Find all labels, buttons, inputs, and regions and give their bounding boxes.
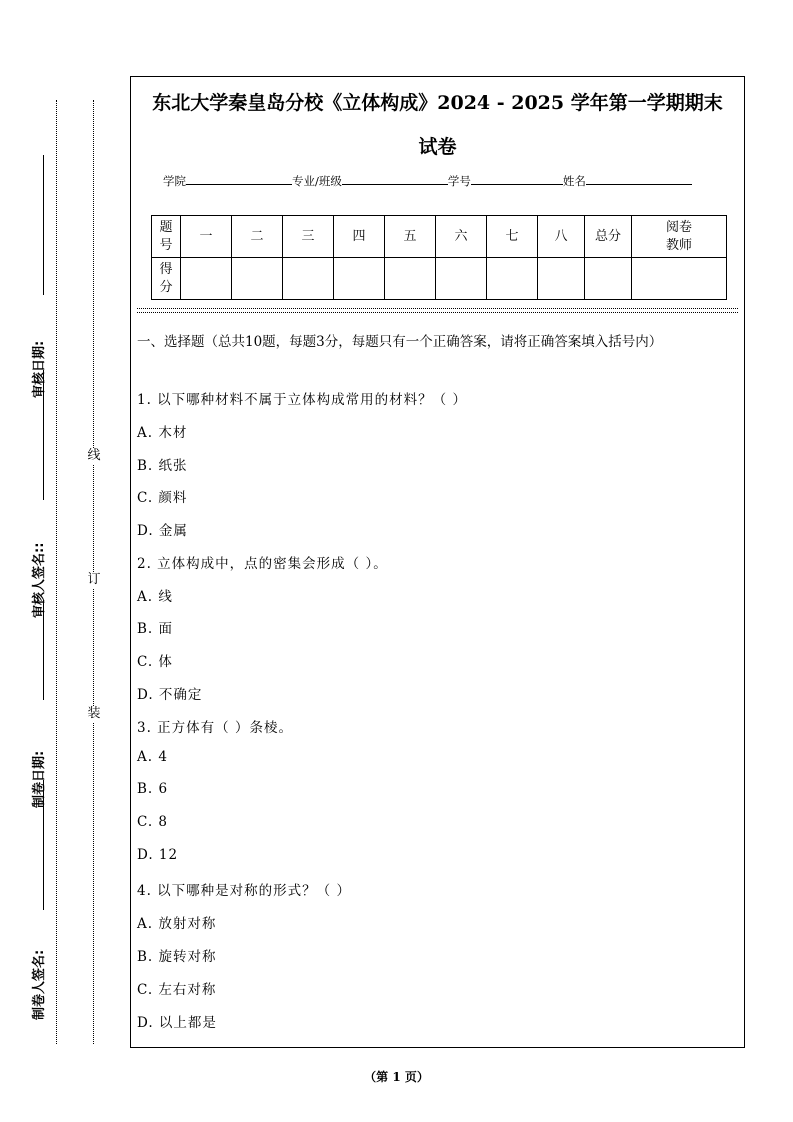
question-1-stem: 1. 以下哪种材料不属于立体构成常用的材料？（ ） [137,392,467,408]
college-label: 学院 [163,174,186,188]
binding-char-line: 线 [87,448,101,463]
score-cell[interactable] [283,258,334,300]
reviewer-signature-blank [43,370,44,500]
score-table [151,215,727,300]
major-label: 专业/班级 [292,174,342,188]
score-table-col-1: 一 [181,216,232,258]
question-4-option-b: B. 旋转对称 [137,949,217,965]
question-4-option-d: D. 以上都是 [137,1015,217,1031]
question-4-stem: 4. 以下哪种是对称的形式？（ ） [137,883,351,899]
score-table-head-question: 题 号 [152,216,181,258]
score-cell[interactable] [436,258,487,300]
score-cell[interactable] [385,258,436,300]
question-3-stem: 3. 正方体有（ ）条棱。 [137,720,293,736]
exam-title-line2: 试卷 [418,136,457,158]
score-table-col-6: 六 [436,216,487,258]
question-1-option-b: B. 纸张 [137,458,188,474]
question-2-option-d: D. 不确定 [137,687,203,703]
name-field[interactable] [586,172,692,185]
binding-char-staple: 订 [87,572,101,587]
reviewer-signature-label: 审核人签名:: [32,542,47,618]
score-table-head-score: 得 分 [152,258,181,300]
score-cell[interactable] [334,258,385,300]
score-cell[interactable] [487,258,538,300]
binding-char-bind: 装 [87,706,101,721]
score-table-col-3: 三 [283,216,334,258]
section-heading: 一、选择题（总共10题，每题3分，每题只有一个正确答案，请将正确答案填入括号内） [137,334,663,350]
question-3-option-b: B. 6 [137,781,169,797]
author-signature-blank [43,780,44,910]
score-table-col-7: 七 [487,216,538,258]
question-2-option-b: B. 面 [137,621,174,637]
question-4-option-a: A. 放射对称 [137,916,217,932]
question-1-option-a: A. 木材 [137,425,188,441]
score-cell[interactable] [538,258,585,300]
score-table-col-5: 五 [385,216,436,258]
question-3-option-c: C. 8 [137,814,169,830]
student-id-field[interactable] [471,172,563,185]
student-id-label: 学号 [447,174,471,188]
score-table-col-total: 总分 [585,216,632,258]
separator-dotted-2 [137,312,738,313]
binding-dotted-line-outer [56,100,57,1044]
page-number: （第 1 页） [364,1070,429,1084]
review-date-label: 审核日期: [32,340,47,398]
score-table-score-row [152,258,727,300]
score-cell[interactable] [585,258,632,300]
score-cell[interactable] [232,258,283,300]
score-table-col-grader: 阅卷 教师 [632,216,727,258]
college-field[interactable] [186,172,292,185]
question-2-option-c: C. 体 [137,654,173,670]
review-date-blank [43,155,44,295]
exam-date-label: 制卷日期: [32,750,47,808]
major-field[interactable] [342,172,448,185]
score-cell[interactable] [632,258,727,300]
score-table-col-2: 二 [232,216,283,258]
score-table-header-row [152,216,727,258]
question-4-option-c: C. 左右对称 [137,982,217,998]
separator-dotted-1 [137,308,738,309]
question-2-stem: 2. 立体构成中，点的密集会形成（ ）。 [137,556,388,572]
question-3-option-d: D. 12 [137,847,179,863]
score-table-col-8: 八 [538,216,585,258]
question-3-option-a: A. 4 [137,749,168,765]
question-1-option-c: C. 颜料 [137,490,188,506]
name-label: 姓名 [562,174,586,188]
author-signature-label: 制卷人签名: [32,949,47,1020]
student-info-row [163,172,723,189]
score-cell[interactable] [181,258,232,300]
exam-title-line1: 东北大学秦皇岛分校《立体构成》2024 - 2025 学年第一学期期末 [152,92,723,114]
exam-date-blank [43,600,44,700]
score-table-col-4: 四 [334,216,385,258]
question-2-option-a: A. 线 [137,589,173,605]
question-1-option-d: D. 金属 [137,523,188,539]
